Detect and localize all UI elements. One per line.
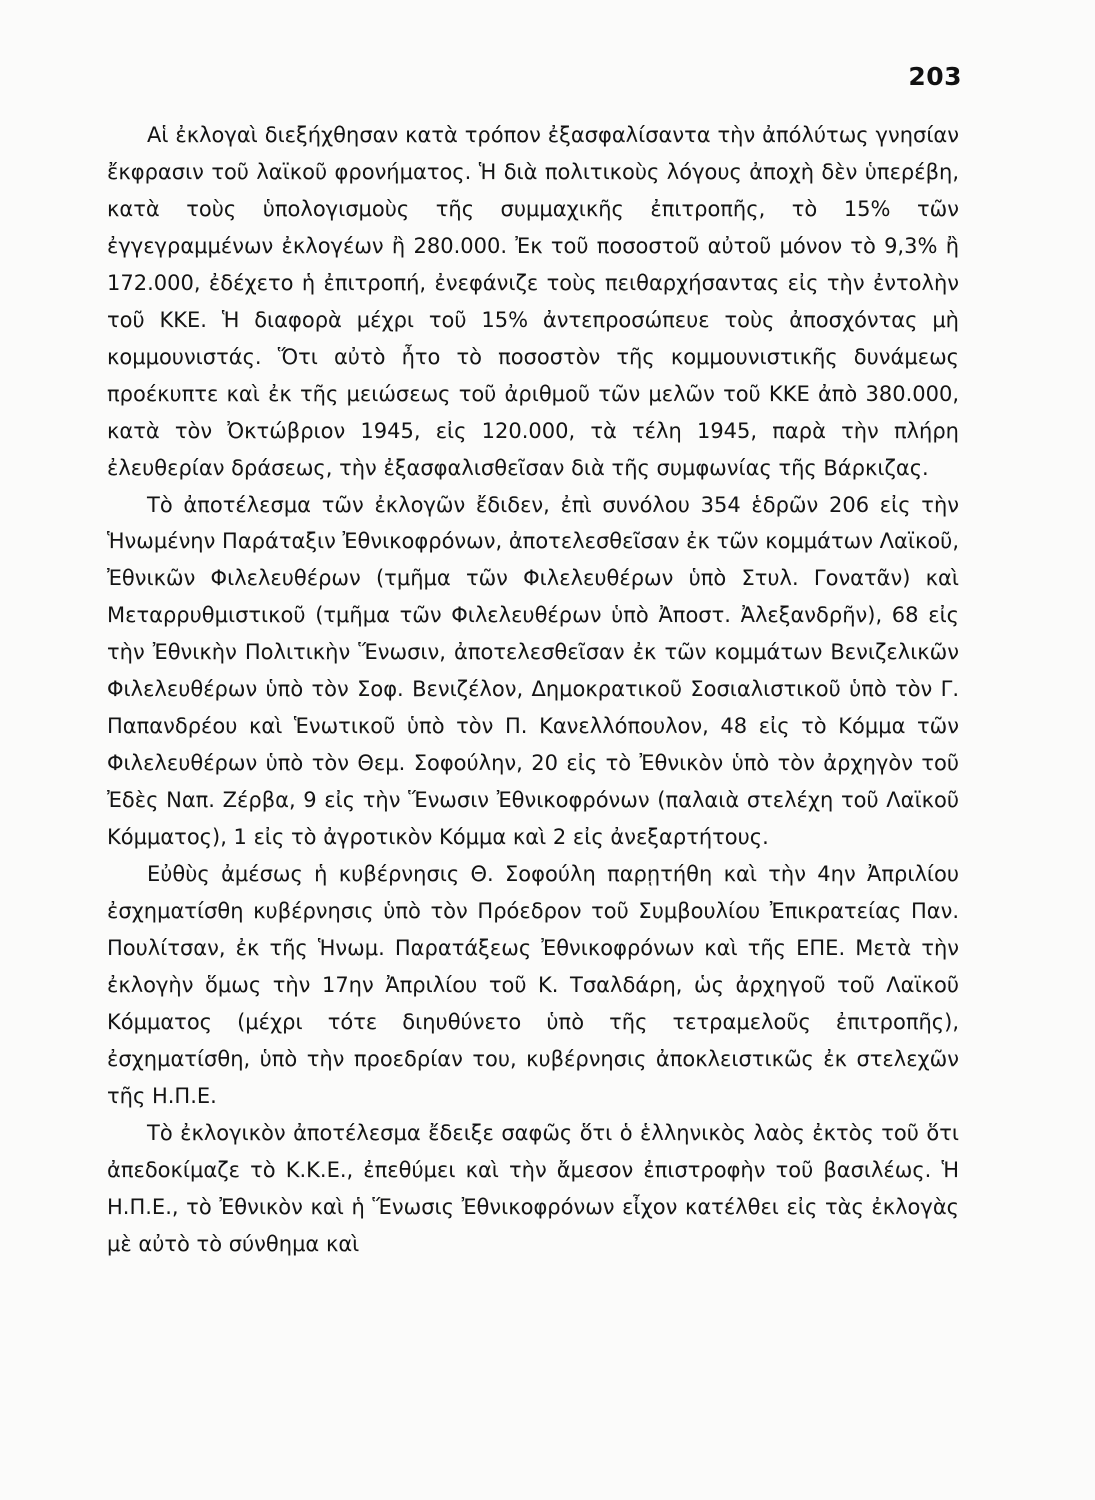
paragraph-2: Τὸ ἀποτέλεσμα τῶν ἐκλογῶν ἔδιδεν, ἐπὶ συνόλου 354 ἑδρῶν 206 εἰς τὴν Ἡνωμένην Παράταξιν Ἐθνικοφρόνων, ἀποτελεσθεῖσαν ἐκ τῶν κομμάτων Λαϊκοῦ, Ἐθνικῶν Φιλελευθέρων (τμῆμα τῶν Φιλελευθέρων ὑπὸ Στυλ. Γονατᾶν) καὶ Μεταρρυθμιστικοῦ (τμῆμα τῶν Φιλελευθέρων ὑπὸ Ἀποστ. Ἀλεξανδρῆν), 68 εἰς τὴν Ἐθνικὴν Πολιτικὴν Ἕνωσιν, ἀποτελεσθεῖσαν ἐκ τῶν κομμάτων Βενιζελικῶν Φιλελευθέρων ὑπὸ τὸν Σοφ. Βενιζέλον, Δημοκρατικοῦ Σοσιαλιστικοῦ ὑπὸ τὸν Γ. Παπανδρέου καὶ Ἑνωτικοῦ ὑπὸ τὸν Π. Κανελλόπουλον, 48 εἰς τὸ Κόμμα τῶν Φιλελευθέρων ὑπὸ τὸν Θεμ. Σοφούλην, 20 εἰς τὸ Ἐθνικὸν ὑπὸ τὸν ἀρχηγὸν τοῦ Ἐδὲς Ναπ. Ζέρβα, 9 εἰς τὴν Ἕνωσιν Ἐθνικοφρόνων (παλαιὰ στελέχη τοῦ Λαϊκοῦ Κόμματος), 1 εἰς τὸ ἀγροτικὸν Κόμμα καὶ 2 εἰς ἀνεξαρτήτους. — [107, 492, 959, 850]
page-number: 203 — [908, 62, 962, 91]
paragraph-1: Αἱ ἐκλογαὶ διεξήχθησαν κατὰ τρόπον ἐξασφαλίσαντα τὴν ἀπόλύτως γνησίαν ἔκφρασιν τοῦ λαϊκοῦ φρονήματος. Ἡ διὰ πολιτικοὺς λόγους ἀποχὴ δὲν ὑπερέβη, κατὰ τοὺς ὑπολογισμοὺς τῆς συμμαχικῆς ἐπιτροπῆς, τὸ 15% τῶν ἐγγεγραμμένων ἐκλογέων ἢ 280.000. Ἐκ τοῦ ποσοστοῦ αὐτοῦ μόνον τὸ 9,3% ἢ 172.000, ἐδέχετο ἡ ἐπιτροπή, ἐνεφάνιζε τοὺς πειθαρχήσαντας εἰς τὴν ἐντολὴν τοῦ ΚΚΕ. Ἡ διαφορὰ μέχρι τοῦ 15% ἀντεπροσώπευε τοὺς ἀποσχόντας μὴ κομμουνιστάς. Ὅτι αὐτὸ ἦτο τὸ ποσοστὸν τῆς κομμουνιστικῆς δυνάμεως προέκυπτε καὶ ἐκ τῆς μειώσεως τοῦ ἀριθμοῦ τῶν μελῶν τοῦ ΚΚΕ ἀπὸ 380.000, κατὰ τὸν Ὀκτώβριον 1945, εἰς 120.000, τὰ τέλη 1945, παρὰ τὴν πλήρη ἐλευθερίαν δράσεως, τὴν ἐξασφαλισθεῖσαν διὰ τῆς συμφωνίας τῆς Βάρκιζας. — [107, 123, 959, 480]
body-text — [107, 117, 959, 1263]
paragraph-4: Τὸ ἐκλογικὸν ἀποτέλεσμα ἔδειξε σαφῶς ὅτι ὁ ἑλληνικὸς λαὸς ἐκτὸς τοῦ ὅτι ἀπεδοκίμαζε τὸ Κ.Κ.Ε., ἐπεθύμει καὶ τὴν ἄμεσον ἐπιστροφὴν τοῦ βασιλέως. Ἡ Η.Π.Ε., τὸ Ἐθνικὸν καὶ ἡ Ἕνωσις Ἐθνικοφρόνων εἶχον κατέλθει εἰς τὰς ἐκλογὰς μὲ αὐτὸ τὸ σύνθημα καὶ — [107, 1120, 959, 1256]
paragraph-3: Εὐθὺς ἀμέσως ἡ κυβέρνησις Θ. Σοφούλη παρῃτήθη καὶ τὴν 4ην Ἀπριλίου ἐσχηματίσθη κυβέρνησις ὑπὸ τὸν Πρόεδρον τοῦ Συμβουλίου Ἐπικρατείας Παν. Πουλίτσαν, ἐκ τῆς Ἡνωμ. Παρατάξεως Ἐθνικοφρόνων καὶ τῆς ΕΠΕ. Μετὰ τὴν ἐκλογὴν ὅμως τὴν 17ην Ἀπριλίου τοῦ Κ. Τσαλδάρη, ὡς ἀρχηγοῦ τοῦ Λαϊκοῦ Κόμματος (μέχρι τότε διηυθύνετο ὑπὸ τῆς τετραμελοῦς ἐπιτροπῆς), ἐσχηματίσθη, ὑπὸ τὴν προεδρίαν του, κυβέρνησις ἀποκλειστικῶς ἐκ στελεχῶν τῆς Η.Π.Ε. — [107, 862, 959, 1108]
